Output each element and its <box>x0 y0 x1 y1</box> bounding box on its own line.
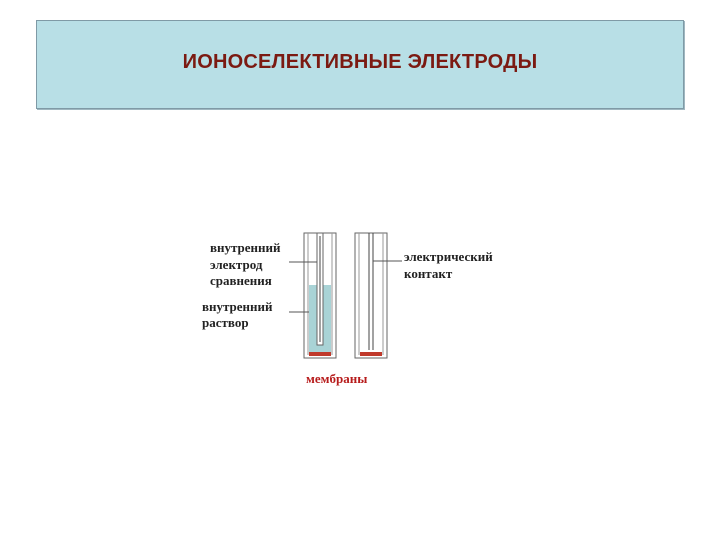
left-electrode <box>304 233 336 358</box>
label-inner-solution-line1: внутренний <box>202 299 273 314</box>
label-inner-reference-line1: внутренний <box>210 240 281 255</box>
label-membranes: мембраны <box>306 371 368 386</box>
label-electric-contact-line2: контакт <box>404 266 453 281</box>
right-membrane <box>360 352 382 356</box>
slide-title: ИОНОСЕЛЕКТИВНЫЕ ЭЛЕКТРОДЫ <box>182 51 538 73</box>
label-inner-reference-line2: электрод <box>210 257 263 272</box>
label-inner-reference-line3: сравнения <box>210 273 272 288</box>
left-membrane <box>309 352 331 356</box>
right-tube-outer <box>355 233 387 358</box>
label-inner-solution-line2: раствор <box>202 315 249 330</box>
label-electric-contact-line1: электрический <box>404 249 493 264</box>
right-electrode <box>355 233 387 358</box>
